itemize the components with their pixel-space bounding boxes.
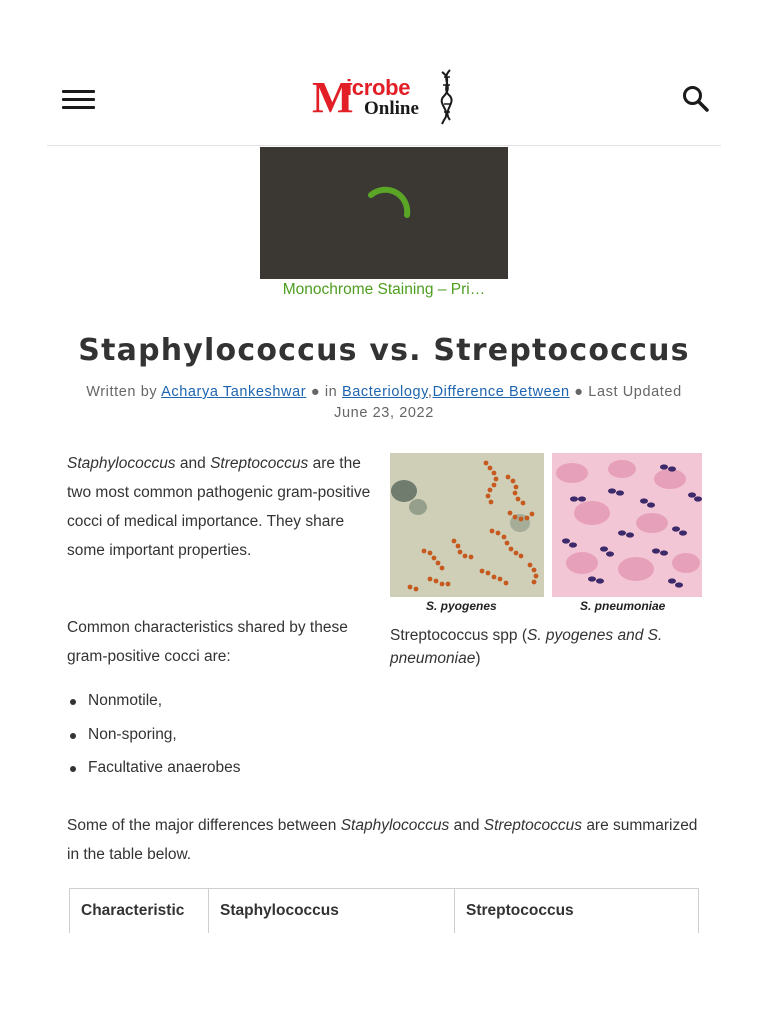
figure-caption (390, 624, 708, 670)
figure-label-pneumoniae: S. pneumoniae (580, 599, 666, 613)
table-header-staphylococcus: Staphylococcus (209, 889, 455, 934)
caption-species: S. pyogenes and S. pneumoniae (390, 627, 663, 667)
genus-streptococcus: Streptococcus (483, 817, 582, 834)
logo-letter-m: M (312, 73, 354, 122)
last-updated: ● Last Updated June 23, 2022 (334, 384, 682, 421)
summary-before: Some of the major differences between (67, 817, 337, 834)
table-header-streptococcus: Streptococcus (455, 889, 699, 934)
genus-staphylococcus: Staphylococcus (340, 817, 450, 834)
list-item: Nonmotile, (67, 688, 241, 722)
list-item: Non-sporing, (67, 722, 241, 756)
in-label: ● in (310, 384, 338, 400)
figure-label-pyogenes: S. pyogenes (426, 599, 497, 613)
comparison-table (69, 888, 699, 933)
written-by-label: Written by (86, 384, 158, 400)
dna-icon (436, 68, 458, 126)
and-text: and (453, 817, 480, 834)
category-separator: , (427, 384, 433, 400)
search-icon[interactable] (681, 84, 711, 114)
genus-streptococcus: Streptococcus (210, 455, 309, 472)
video-caption-link[interactable]: Monochrome Staining – Pri… (282, 281, 486, 298)
streptococcus-figure[interactable] (390, 453, 702, 618)
intro-rest: are the two most common pathogenic gram-positive cocci of medical importance. They share some important properties. (67, 455, 371, 559)
caption-suffix: ) (475, 650, 481, 667)
table-header-row (70, 889, 699, 934)
site-logo[interactable] (312, 68, 462, 126)
common-characteristics-intro: Common characteristics shared by these gram-positive cocci are: (67, 619, 348, 665)
loading-spinner-icon (355, 181, 415, 241)
summary-after: are summarized in the table below. (67, 817, 698, 863)
logo-word-online: Online (364, 98, 419, 119)
page-title: Staphylococcus vs. Streptococcus (78, 333, 690, 368)
category-link-difference-between[interactable]: Difference Between (432, 384, 570, 400)
video-player[interactable] (260, 147, 508, 279)
summary-paragraph (67, 811, 707, 869)
table-header-characteristic: Characteristic (70, 889, 209, 934)
caption-prefix: Streptococcus spp ( (390, 627, 527, 644)
list-item: Facultative anaerobes (67, 755, 241, 789)
characteristics-list (67, 688, 241, 789)
intro-paragraph (67, 449, 379, 565)
author-link[interactable]: Acharya Tankeshwar (161, 384, 307, 400)
hamburger-menu-icon[interactable] (62, 88, 96, 112)
s-pneumoniae-micrograph (552, 453, 702, 597)
genus-staphylococcus: Staphylococcus (67, 455, 176, 472)
s-pyogenes-micrograph (390, 453, 544, 597)
category-link-bacteriology[interactable]: Bacteriology (342, 384, 428, 400)
article-meta (80, 382, 688, 424)
logo-word-icrobe: icrobe (346, 75, 411, 100)
and-text: and (179, 455, 206, 472)
site-header (47, 60, 721, 146)
